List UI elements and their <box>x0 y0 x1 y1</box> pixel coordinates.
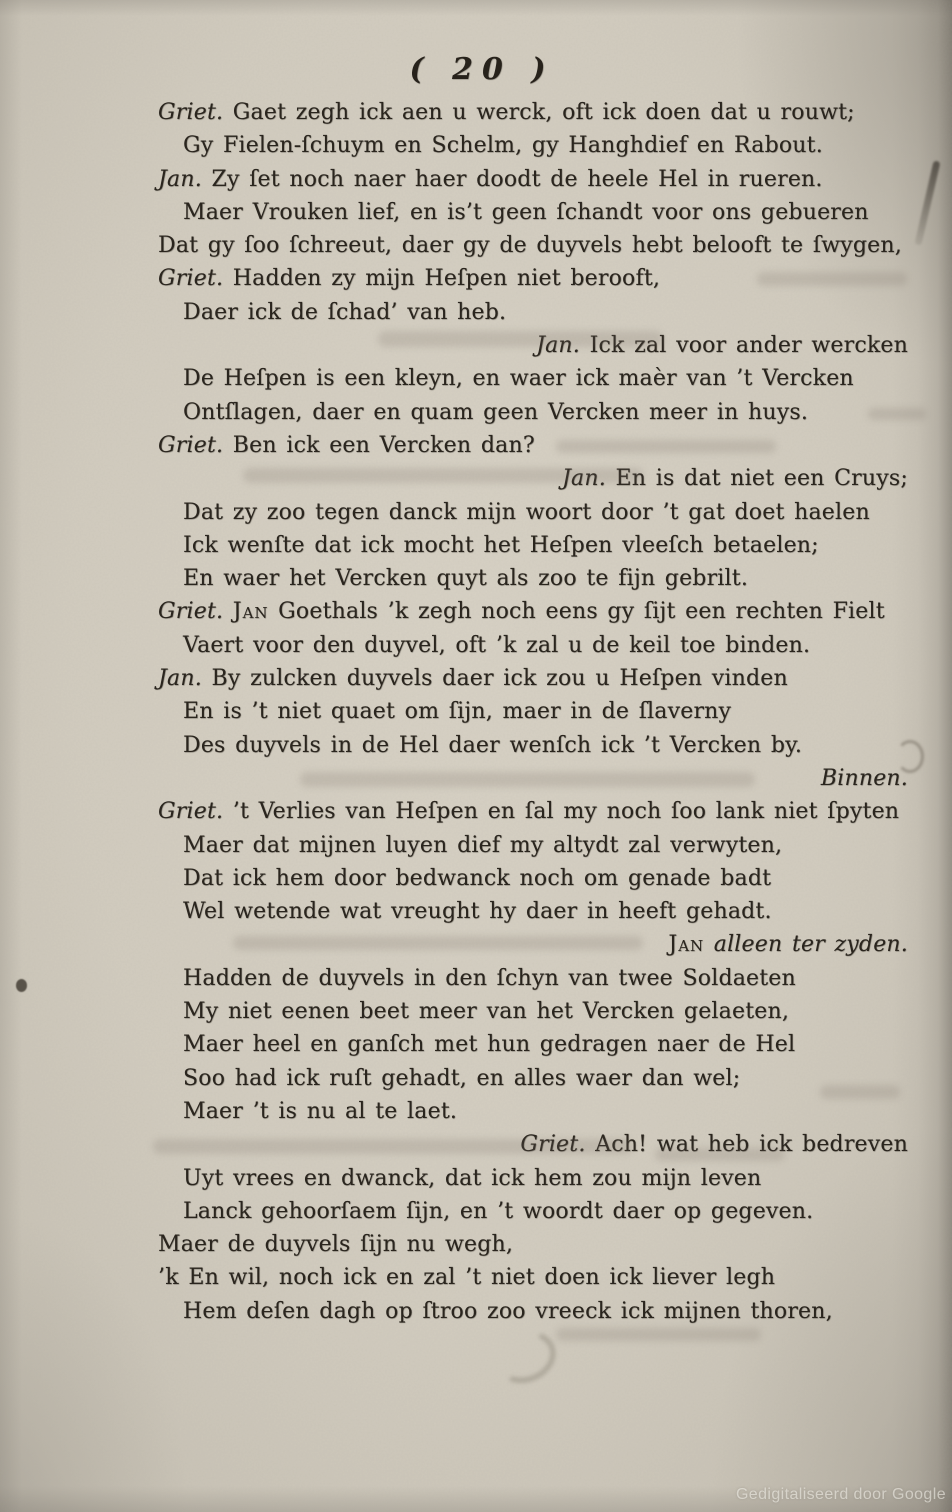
text-line <box>183 962 910 995</box>
text-line <box>183 529 910 562</box>
speaker-name: Jan. <box>158 666 202 692</box>
text-line <box>158 795 910 828</box>
verse-text: Maer dat mijnen luyen dief my altydt zal verwyten, <box>183 832 783 858</box>
verse-text: Dat zy zoo tegen danck mijn woort door ’t gat doet haelen <box>183 499 870 525</box>
verse-text: ’t Verlies van Heſpen en ſal my noch ſoo lank niet ſpyten <box>223 799 900 825</box>
speaker-name: Griet. <box>158 599 224 625</box>
verse-text <box>223 599 233 624</box>
text-line <box>158 762 908 795</box>
text-line <box>183 296 910 329</box>
speaker-name: Griet. <box>520 1132 586 1158</box>
text-line <box>183 1062 910 1095</box>
speaker-name: Griet. <box>158 266 224 292</box>
text-block <box>158 96 910 1328</box>
text-line <box>183 362 910 395</box>
verse-text: En is dat niet een Cruys; <box>605 466 908 492</box>
text-line <box>183 196 910 229</box>
verse-text: Lanck gehoorſaem ſijn, en ’t woordt daer op gegeven. <box>183 1198 814 1224</box>
verse-text: Ben ick een Vercken dan? <box>223 432 535 458</box>
signature-mark-bleed <box>487 1323 562 1391</box>
verse-text: Dat gy ſoo ſchreeut, daer gy de duyvels hebt belooft te ſwygen, <box>158 233 902 259</box>
text-line <box>158 1261 910 1294</box>
text-line <box>183 995 910 1028</box>
verse-text: Uyt vrees en dwanck, dat ick hem zou mijn leven <box>183 1165 762 1191</box>
speaker-name: Jan. <box>158 166 202 192</box>
verse-text: Ick wenſte dat ick mocht het Heſpen vleeſch betaelen; <box>183 532 819 558</box>
verse-text: Hadden zy mijn Heſpen niet berooft, <box>223 266 661 292</box>
page-number: ( 20 ) <box>409 52 555 87</box>
speaker-name: Griet. <box>158 432 224 458</box>
verse-text: Jan <box>668 932 705 958</box>
verse-text: Wel wetende wat vreught hy daer in heeft gehadt. <box>183 899 772 925</box>
verse-text: Maer heel en ganſch met hun gedragen naer de Hel <box>183 1032 796 1058</box>
verse-text: Maer Vrouken lief, en is’t geen ſchandt voor ons gebueren <box>183 199 869 225</box>
verse-text: Jan <box>232 599 269 625</box>
text-line <box>158 163 910 196</box>
text-line <box>183 562 910 595</box>
text-line <box>183 396 910 429</box>
verse-text: Hem deſen dagh op ſtroo zoo vreeck ick mijnen thoren, <box>183 1298 833 1324</box>
verse-text: Hadden de duyvels in den ſchyn van twee Soldaeten <box>183 965 796 991</box>
verse-text: Des duyvels in de Hel daer wenſch ick ’t Vercken by. <box>183 732 803 758</box>
verse-text: En waer het Vercken quyt als zoo te fijn gebrilt. <box>183 566 749 592</box>
verse-text: Goethals ’k zegh noch eens gy ſijt een rechten Fielt <box>268 599 885 625</box>
verse-text: Zy ſet noch naer haer doodt de heele Hel in rueren. <box>201 166 823 192</box>
verse-text: Soo had ick ruſt gehadt, en alles waer dan wel; <box>183 1065 741 1091</box>
text-line <box>183 862 910 895</box>
text-line <box>158 1228 910 1261</box>
verse-text: En is ’t niet quaet om ſijn, maer in de ſlaverny <box>183 699 732 725</box>
text-line <box>183 1162 910 1195</box>
text-line <box>183 895 910 928</box>
text-line <box>158 229 910 262</box>
text-line <box>158 96 910 129</box>
verse-text: My niet eenen beet meer van het Vercken gelaeten, <box>183 999 790 1025</box>
verse-text: Daer ick de ſchad’ van heb. <box>183 299 507 325</box>
verse-text: alleen ter zyden. <box>704 932 908 958</box>
page-edge-smudge <box>914 160 940 245</box>
verse-text: Maer ’t is nu al te laet. <box>183 1098 458 1124</box>
speaker-name: Jan. <box>562 466 606 492</box>
text-line <box>183 1028 910 1061</box>
speaker-name: Griet. <box>158 799 224 825</box>
text-line <box>183 1195 910 1228</box>
verse-text: Ach! wat heb ick bedreven <box>585 1132 908 1158</box>
text-line <box>183 496 910 529</box>
bleedthrough-mark <box>556 1328 761 1341</box>
verse-text: Dat ick hem door bedwanck noch om genade badt <box>183 865 772 891</box>
speaker-name: Griet. <box>158 100 224 125</box>
text-line <box>183 729 910 762</box>
text-line <box>158 462 908 495</box>
text-line <box>158 662 910 695</box>
text-line <box>158 329 908 362</box>
text-line <box>183 629 910 662</box>
verse-text: De Heſpen is een kleyn, en waer ick maèr van ’t Vercken <box>183 366 854 392</box>
text-line <box>158 928 908 961</box>
speaker-name: Jan. <box>536 333 580 359</box>
verse-text: ’k En wil, noch ick en zal ’t niet doen ick liever legh <box>158 1265 776 1291</box>
digitization-watermark: Gedigitaliseerd door Google <box>735 1486 946 1503</box>
text-line <box>158 595 910 628</box>
text-line <box>183 695 910 728</box>
verse-text: By zulcken duyvels daer ick zou u Heſpen vinden <box>201 666 788 692</box>
verse-text: Gaet zegh ick aen u werck, oft ick doen dat u rouwt; <box>223 100 855 125</box>
verse-text: Binnen. <box>820 765 908 791</box>
text-line <box>183 1295 910 1328</box>
text-line <box>183 829 910 862</box>
text-line <box>158 262 910 295</box>
text-line <box>183 129 910 162</box>
verse-text: Ontſlagen, daer en quam geen Vercken meer in huys. <box>183 399 809 425</box>
verse-text: Gy Fielen-ſchuym en Schelm, gy Hanghdief en Rabout. <box>183 133 823 159</box>
text-line <box>158 429 910 462</box>
text-line <box>158 1128 908 1161</box>
ink-speck <box>16 979 27 992</box>
verse-text: Vaert voor den duyvel, oft ’k zal u de keil toe binden. <box>183 632 811 658</box>
verse-text: Ick zal voor ander wercken <box>580 333 908 359</box>
verse-text: Maer de duyvels ſijn nu wegh, <box>158 1232 514 1258</box>
text-line <box>183 1095 910 1128</box>
